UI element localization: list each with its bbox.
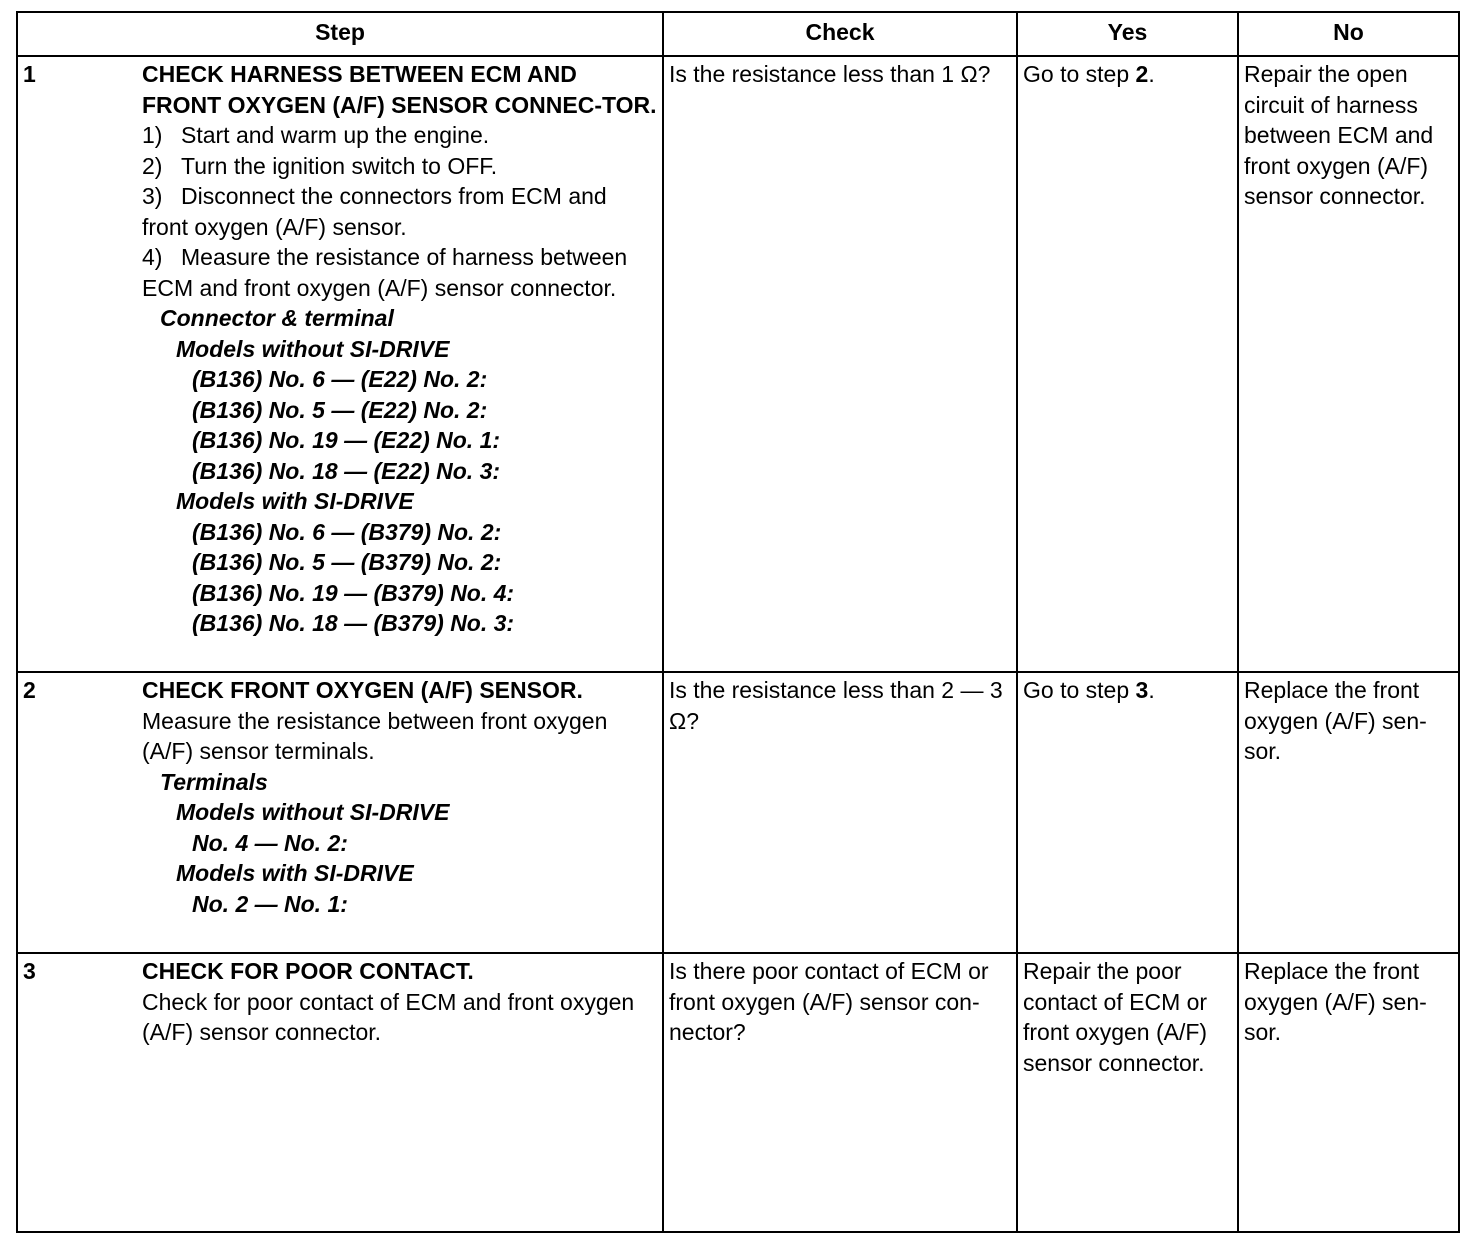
step-body [142,675,662,919]
table-row-step-3 [17,953,1459,1232]
procedure-item: 2) Turn the ignition switch to OFF. [142,152,498,179]
yes-cell: Go to step 2. [1017,56,1238,672]
terminal-spec: (B136) No. 5 — (B379) No. 2: [192,549,502,575]
spec-heading: Terminals [160,768,268,795]
header-row [17,12,1459,56]
step-body [142,59,662,639]
table-row-step-1 [17,56,1459,672]
terminal-spec: No. 2 — No. 1: [192,890,348,917]
step-number: 3 [23,958,36,984]
yes-cell: Go to step 3. [1017,672,1238,953]
step-title: CHECK HARNESS BETWEEN ECM AND FRONT OXYGEN (A/F) SENSOR CONNEC-TOR. [142,61,657,118]
check-cell: Is there poor contact of ECM or front oxygen (A/F) sensor con-nector? [663,953,1017,1232]
step-cell [17,56,663,672]
header-yes: Yes [1017,12,1238,56]
step-body [142,956,662,1048]
yes-cell: Repair the poor contact of ECM or front oxygen (A/F) sensor connector. [1017,953,1238,1232]
table-row-step-2 [17,672,1459,953]
terminal-spec: (B136) No. 6 — (B379) No. 2: [192,518,502,545]
procedure-item: 4) Measure the resistance of harness between ECM and front oxygen (A/F) sensor connector. [142,244,628,301]
terminal-spec: (B136) No. 5 — (E22) No. 2: [192,396,488,423]
step-intro: Measure the resistance between front oxygen (A/F) sensor terminals. [142,707,608,764]
terminal-spec: (B136) No. 19 — (B379) No. 4: [192,579,515,606]
model-group-label: Models without SI-DRIVE [176,799,450,825]
no-cell: Repair the open circuit of harness between ECM and front oxygen (A/F) sensor connector. [1238,56,1459,672]
step-title: CHECK FOR POOR CONTACT. [142,958,474,984]
step-number: 1 [23,61,36,87]
header-step: Step [17,12,663,56]
terminal-spec: (B136) No. 6 — (E22) No. 2: [192,366,488,392]
header-no: No [1238,12,1459,56]
procedure-item: 1) Start and warm up the engine. [142,122,490,148]
step-cell [17,672,663,953]
terminal-spec: No. 4 — No. 2: [192,829,348,856]
step-link-number: 3 [1135,677,1149,703]
step-intro: Check for poor contact of ECM and front oxygen (A/F) sensor connector. [142,988,635,1045]
step-link-number: 2 [1135,61,1149,87]
check-cell: Is the resistance less than 2 — 3 Ω? [663,672,1017,953]
check-cell: Is the resistance less than 1 Ω? [663,56,1017,672]
step-number: 2 [23,677,36,703]
step-title: CHECK FRONT OXYGEN (A/F) SENSOR. [142,677,583,703]
procedure-item: 3) Disconnect the connectors from ECM and front oxygen (A/F) sensor. [142,183,607,240]
terminal-spec: (B136) No. 18 — (B379) No. 3: [192,610,515,636]
step-cell [17,953,663,1232]
model-group-label: Models without SI-DRIVE [176,335,450,362]
diagnostic-table [16,11,1460,1233]
spec-heading: Connector & terminal [160,305,394,331]
no-cell: Replace the front oxygen (A/F) sen-sor. [1238,953,1459,1232]
header-check: Check [663,12,1017,56]
terminal-spec: (B136) No. 18 — (E22) No. 3: [192,457,501,484]
terminal-spec: (B136) No. 19 — (E22) No. 1: [192,427,501,453]
model-group-label: Models with SI-DRIVE [176,860,414,886]
no-cell: Replace the front oxygen (A/F) sen-sor. [1238,672,1459,953]
model-group-label: Models with SI-DRIVE [176,488,414,514]
